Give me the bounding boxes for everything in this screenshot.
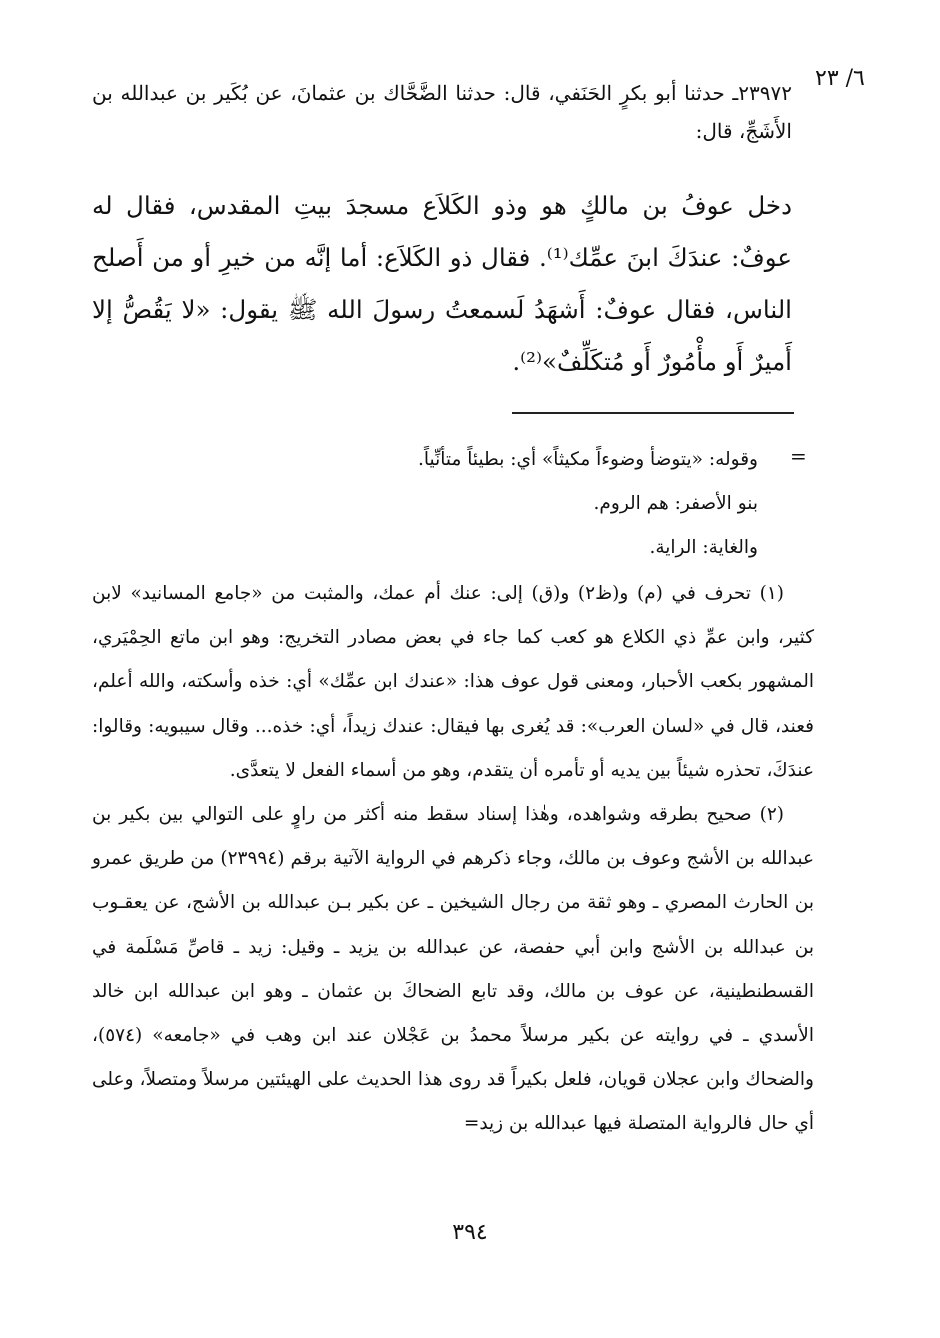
continuation-mark: = xyxy=(790,444,807,468)
hadith-matn: دخل عوفُ بن مالكٍ هو وذو الكَلاَع مسجدَ بيتِ المقدس، فقال له عوفٌ: عندَكَ ابنَ عمِّك⁽¹⁾. فقال ذو الكَلاَع: أما إنَّه من خيرِ أو من أَصلح الناس، فقال عوفٌ: أَشهَدُ لَسمعتُ رسولَ الله ﷺ يقول: «لا يَقُصُّ إلا أَميرٌ أَو مأْمُورٌ أَو مُتكَلِّفٌ»⁽²⁾. xyxy=(92,191,792,376)
footnote-1: (١) تحرف في (م) و(ظ٢) و(ق) إلى: عنك أم عمك، والمثبت من «جامع المسانيد» لابن كثير، وابن عمِّ ذي الكلاع هو كعب كما جاء في بعض مصادر التخريج: وهو ابن ماتع الحِمْيَري، المشهور بكعب الأحبار، ومعنى قول عوف هذا: «عندك ابن عمِّك» أي: خذه وأسكته، والله أعلم، فعند، قال في «لسان العرب»: قد يُغرى بها فيقال: عندك زيداً، أي: خذه... وقال سيبويه: وقالوا: عندَكَ، تحذره شيئاً بين يديه أو تأمره أن يتقدم، وهو من أسماء الفعل لا يتعدَّى. xyxy=(92,583,814,781)
carried-note-line: بنو الأصفر: هم الروم. xyxy=(593,493,758,514)
page-number: ٣٩٤ xyxy=(452,1220,488,1245)
carried-note-line: والغاية: الراية. xyxy=(649,537,758,558)
volume-page-reference: ٦/ ٢٣ xyxy=(815,66,865,91)
carried-note-line: وقوله: «يتوضأ وضوءاً مكيثاً» أي: بطيئاً متأنِّياً. xyxy=(417,449,758,470)
footnotes xyxy=(92,572,814,1147)
footnote-2: (٢) صحيح بطرقه وشواهده، وهٰذا إسناد سقط منه أكثر من راوٍ على التوالي بين بكير بن عبدالله بن الأشج وعوف بن مالك، وجاء ذكرهم في الرواية الآتية برقم (٢٣٩٩٤) من طريق عمرو بن الحارث المصري ـ وهو ثقة من رجال الشيخين ـ عن بكير بـن عبدالله بن الأشج، عن يعقـوب بن عبدالله بن الأشج وابن أبي حفصة، عن عبدالله بن يزيد ـ وقيل: زيد ـ قاصِّ مَسْلَمة في القسطنطينية، عن عوف بن مالك، وقد تابع الضحاكَ بن عثمان ـ وهو ابن عبدالله ابن خالد الأسدي ـ في روايته عن بكير مرسلاً محمدُ بن عَجْلان عند ابن وهب في «جامعه» (٥٧٤)، والضحاك وابن عجلان قويان، فلعل بكيراً قد روى هذا الحديث على الهيئتين مرسلاً ومتصلاً، وعلى أي حال فالرواية المتصلة فيها عبدالله بن زيد= xyxy=(92,804,814,1135)
footnote-separator xyxy=(512,412,794,414)
hadith-isnad: ٢٣٩٧٢ـ حدثنا أبو بكرٍ الحَنَفي، قال: حدثنا الضَّحَّاك بن عثمانَ، عن بُكَير بن عبدالله بن الأَشَجِّ، قال: xyxy=(92,81,792,143)
carried-footnote-lines xyxy=(92,438,758,570)
